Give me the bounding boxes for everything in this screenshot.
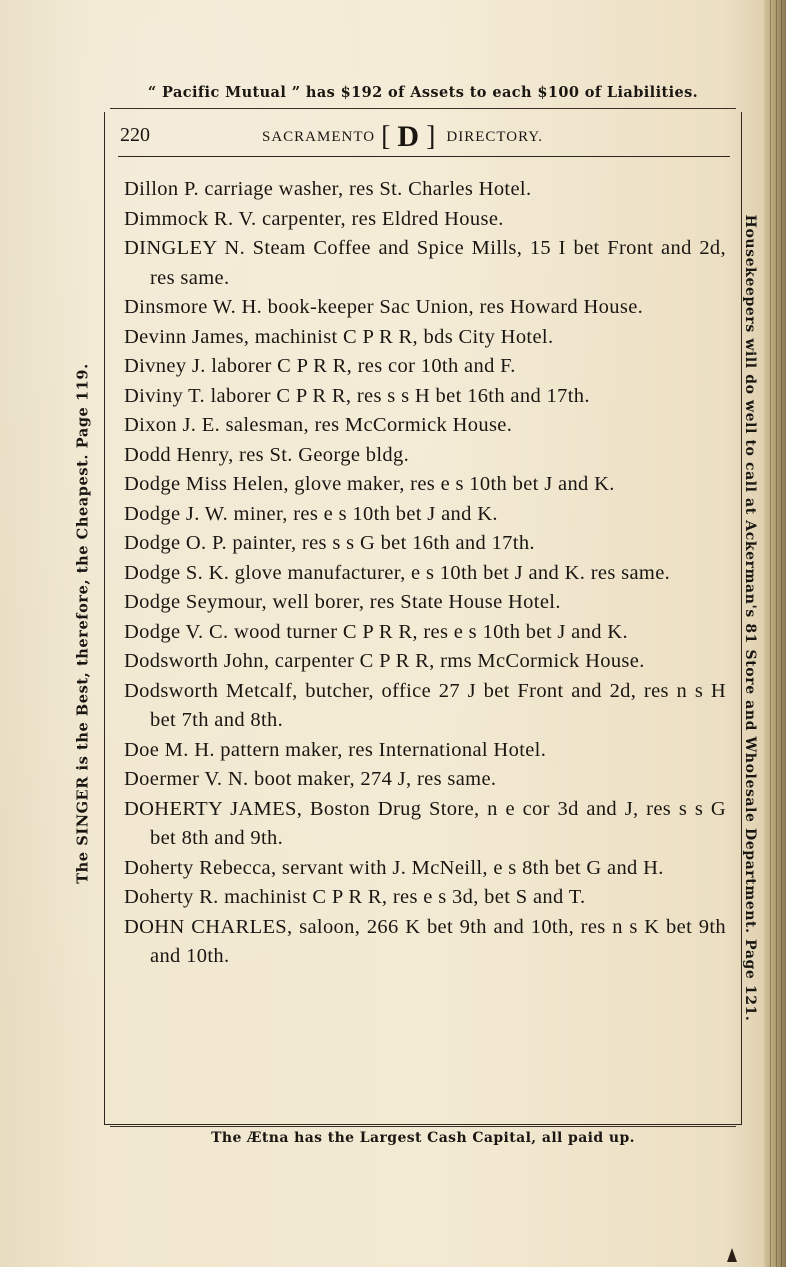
directory-entry: DINGLEY N. Steam Coffee and Spice Mills, 15 I bet Front and 2d, res same.: [124, 237, 726, 289]
directory-entry: Dodd Henry, res St. George bldg.: [124, 443, 410, 466]
directory-entry: DOHN CHARLES, saloon, 266 K bet 9th and 10th, res n s K bet 9th and 10th.: [124, 915, 726, 967]
bracket-left: [: [381, 121, 392, 152]
city-name: SACRAMENTO: [262, 128, 376, 145]
directory-entry: Dillon P. carriage washer, res St. Charles Hotel.: [124, 178, 532, 200]
directory-entry: Dodge Miss Helen, glove maker, res e s 10th bet J and K.: [124, 473, 615, 495]
directory-entry: Dimmock R. V. carpenter, res Eldred House.: [124, 207, 504, 230]
right-margin-advertisement: Housekeepers will do well to call at Ackerman's 81 Store and Wholesale Department. Page 121.: [742, 214, 758, 1022]
header-rule: [118, 156, 730, 157]
directory-entry: DOHERTY JAMES, Boston Drug Store, n e cor 3d and J, res s s G bet 8th and 9th.: [124, 797, 726, 849]
ink-mark-icon: [727, 1248, 737, 1262]
page-edge-line: [776, 0, 777, 1267]
directory-entry: Dixon J. E. salesman, res McCormick House.: [124, 414, 513, 436]
directory-entry: Dodge O. P. painter, res s s G bet 16th and 17th.: [124, 532, 535, 554]
directory-entry: Divney J. laborer C P R R, res cor 10th and F.: [124, 355, 516, 377]
directory-entry: Dodge Seymour, well borer, res State House Hotel.: [124, 591, 561, 613]
page-edge-line: [781, 0, 782, 1267]
directory-entry: Doherty R. machinist C P R R, res e s 3d, bet S and T.: [124, 886, 586, 908]
page-edge-line: [770, 0, 771, 1267]
directory-entry: Dodsworth Metcalf, butcher, office 27 J bet Front and 2d, res n s H bet 7th and 8th.: [124, 679, 726, 731]
directory-entry: Doermer V. N. boot maker, 274 J, res same.: [124, 768, 497, 790]
left-margin-advertisement: The SINGER is the Best, therefore, the Cheapest. Page 119.: [74, 363, 92, 884]
bottom-rule: [110, 1126, 736, 1127]
page-number: 220: [120, 124, 150, 146]
section-letter: D: [397, 120, 421, 153]
directory-entry: Dodsworth John, carpenter C P R R, rms McCormick House.: [124, 650, 645, 672]
directory-entry: Dodge S. K. glove manufacturer, e s 10th bet J and K. res same.: [124, 561, 671, 584]
bottom-advertisement: The Ætna has the Largest Cash Capital, all paid up.: [211, 1130, 635, 1146]
top-rule: [110, 108, 736, 109]
directory-word: DIRECTORY.: [446, 128, 543, 145]
directory-entry: Dinsmore W. H. book-keeper Sac Union, res Howard House.: [124, 296, 644, 318]
running-head: [262, 120, 543, 154]
directory-entry: Doherty Rebecca, servant with J. McNeill, e s 8th bet G and H.: [124, 856, 664, 879]
bracket-right: ]: [426, 121, 437, 152]
directory-entry: Doe M. H. pattern maker, res International Hotel.: [124, 738, 547, 761]
page-edge: [764, 0, 786, 1267]
directory-entry: Diviny T. laborer C P R R, res s s H bet 16th and 17th.: [124, 384, 590, 407]
top-advertisement: “ Pacific Mutual ” has $192 of Assets to each $100 of Liabilities.: [147, 84, 699, 101]
directory-entries: [124, 175, 726, 972]
directory-entry: Devinn James, machinist C P R R, bds City Hotel.: [124, 325, 554, 348]
directory-entry: Dodge V. C. wood turner C P R R, res e s 10th bet J and K.: [124, 620, 628, 643]
page-header: [120, 120, 728, 156]
directory-entry: Dodge J. W. miner, res e s 10th bet J and K.: [124, 502, 498, 525]
